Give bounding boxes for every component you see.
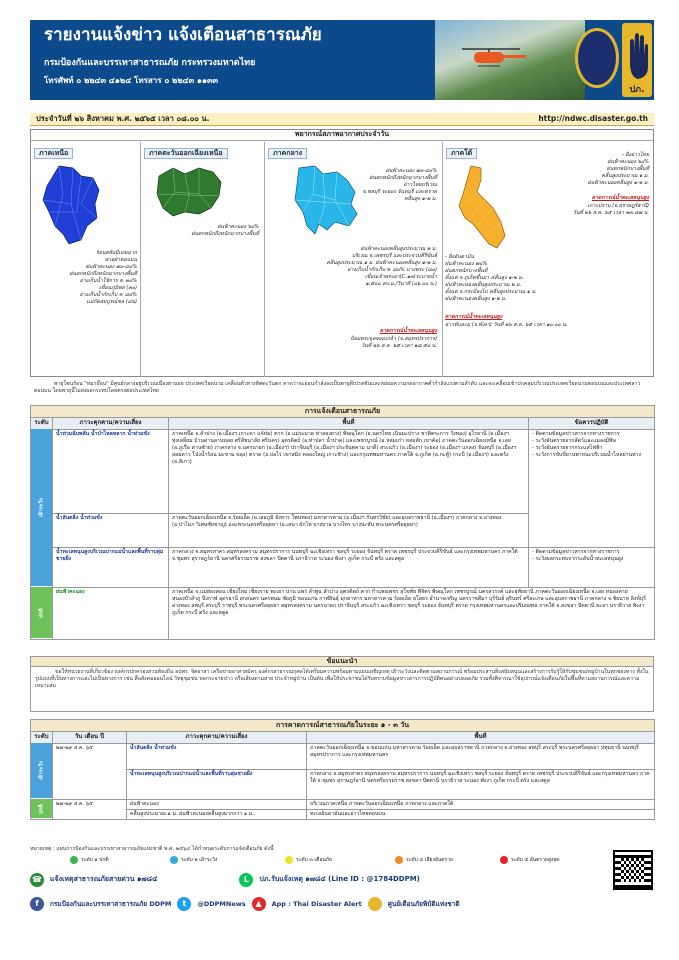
advice-box [30, 656, 654, 712]
region-label-south: ภาคใต้ [446, 148, 477, 159]
south-gulf-tide-warning-text: เกาะปราบ (จ.สุราษฎร์ธานี) วันที่ ๒๖ ส.ค. ๖๕ เวลา ๒๓.๔๗ น. [572, 203, 649, 217]
north-map [41, 164, 103, 246]
ndwc-logo-icon [368, 897, 382, 911]
storm-summary: พายุโซนร้อน "หมาอ๊อน" มีศูนย์กลางอยู่บริเวณเมืองฮานอย ประเทศเวียดนาม เคลื่อนตัวทางทิศตะวันตก คาดว่าจะอ่อนกำลังลงเป็นพายุดีเปรสชันและหย่อมความกดอากาศต่ำกำลังแรงตามลำดับ และจะเคลื่อนเข้าปกคลุมบริเวณประเทศเวียดนามตอนบนและประเทศลาวตอนบน โดยพายุนี้ไม่ส่งผลกระทบโดยตรงต่อประเทศไทย [34, 381, 641, 395]
dateline-bar [30, 113, 654, 126]
facebook-icon: f [30, 897, 44, 911]
area-cell: ภาคกลาง จ.สมุทรสาคร สมุทรสงคราม สมุทรปราการ นนทบุรี ฉะเชิงเทรา ชลบุรี ระยอง จันทบุรี ตราด เพชรบุรี ประจวบคีรีขันธ์ และกรุงเทพมหานคร ภาคใต้ จ.ชุมพร สุราษฎร์ธานี นครศรีธรรมราช สงขลา ปัตตานี นราธิวาส ระนอง พังงา ภูเก็ต กระบี่ ตรัง และสตูล [307, 769, 655, 799]
forecast3-caption: การคาดการณ์สาธารณภัยในระยะ ๑ - ๓ วัน [31, 720, 655, 732]
green-dot-icon [70, 856, 78, 864]
region-northeast [141, 142, 265, 377]
area-cell: ภาคเหนือ จ.ลำปาง (อ.เมืองฯ เกาะคา แจ้ห่ม) ตาก (อ.แม่ระมาด ท่าสองยาง) พิษณุโลก (อ.นครไทย เนินมะปราง ชาติตระการ วังทอง) อุไรธานี (อ.เมืองฯ ทุ่งเสลี่ยม บ้านด่านลานหอย ศรีสัชนาลัย ศรีนคร) อุตรดิตถ์ (อ.ท่าปลา น้ำปาด) และเพชรบูรณ์ (อ.หล่มเก่า หล่มสัก เขาค้อ) ภาคตะวันออกเฉียงเหนือ จ.เลย (อ.ภูเรือ ด่านซ้าย) ภาคกลาง จ.นครนายก (อ.เมืองฯ) ปราจีนบุรี (อ.เมืองฯ ประจันตคาม นาดี) สระแก้ว (อ.เมืองฯ) ระยอง (อ.เมืองฯ แกลง) จันทบุรี (อ.เมืองฯ สอยดาว โป่งน้ำร้อน มะขาม ขลุง) ตราด (อ.บ่อไร่ เขาสมิง คลองใหญ่ เกาะช้าง) และกรุงเทพมหานคร ภาคใต้ จ.ภูเก็ต (อ.กะทู้) กระบี่ (อ.เมืองฯ) และตรัง (อ.สิเกา) [169, 429, 529, 513]
south-map [451, 164, 507, 252]
report-title: รายงานแจ้งข่าว แจ้งเตือนสาธารณภัย [44, 25, 322, 45]
central-tide-warning-text: ป้อมพระจุลจอมเกล้า (จ.สมุทรปราการ) วันที่ ๒๖ ส.ค. ๖๕ เวลา ๑๘.๕๐ น. [350, 336, 437, 350]
report-date: ประจำวันที่ ๒๖ สิงหาคม พ.ศ. ๒๕๖๕ เวลา ๐๘.๐๐ น. [36, 114, 210, 123]
line-app-icon: L [239, 873, 253, 887]
col-area: พื้นที่ [307, 732, 655, 743]
advice-title: ข้อแนะนำ [31, 657, 653, 667]
action-cell: - ติดตามข้อมูลข่าวสารจากทางราชการ - ระวังอันตรายจากสัตว์และแมลงมีพิษ - ระวังอันตรายจากกระแสไฟฟ้า - ระวังการขับขี่ยานพาหนะบริเวณน้ำไหลผ่านทาง [529, 429, 655, 547]
level-normal-badge: ปกติ [31, 799, 53, 819]
twitter-text[interactable]: @DDPMNews [197, 899, 246, 908]
app-icon: ▲ [252, 897, 266, 911]
blue-dot-icon [170, 856, 178, 864]
col-date: วัน เดือน ปี [53, 732, 127, 743]
hazard-cell: ฝนฟ้าคะนอง [127, 799, 307, 809]
area-cell: บริเวณภาคเหนือ ภาคตะวันออกเฉียงเหนือ ภาคกลาง และภาคใต้ [307, 799, 655, 809]
hazard-cell: ฝนฟ้าคะนอง [53, 587, 169, 639]
col-level: ระดับ [31, 418, 53, 429]
date-cell: ๒๗-๒๙ ส.ค. ๖๕ [53, 743, 127, 799]
legend-level-1: ระดับ ๑ ปกติ [70, 856, 109, 864]
forecast-title: พยากรณ์สภาพอากาศประจำวัน [31, 130, 653, 141]
table-row [31, 547, 655, 587]
table-row [31, 429, 655, 513]
qr-code-icon[interactable] [613, 850, 653, 890]
region-label-northeast: ภาคตะวันออกเฉียงเหนือ [144, 148, 228, 159]
yellow-dot-icon [285, 856, 293, 864]
org-name: กรมป้องกันและบรรเทาสาธารณภัย กระทรวงมหาดไทย [44, 58, 256, 68]
area-cell: ภาคเหนือ จ.แม่ฮ่องสอน เชียงใหม่ เชียงราย พะเยา น่าน แพร่ ลำพูน ลำปาง อุตรดิตถ์ ตาก กำแพงเพชร สุโขทัย พิจิตร พิษณุโลก เพชรบูรณ์ นครสวรรค์ และอุทัยธานี ภาคตะวันออกเฉียงเหนือ จ.เลย หนองคาย หนองบัวลำภู บึงกาฬ อุดรธานี สกลนคร นครพนม ชัยภูมิ ขอนแก่น กาฬสินธุ์ มุกดาหาร มหาสารคาม ร้อยเอ็ด ยโสธร อำนาจเจริญ นครราชสีมา บุรีรัมย์ สุรินทร์ ศรีสะเกษ และอุบลราชธานี ภาคกลาง จ.ชัยนาท ลิงห์บุรี อ่างทอง ลพบุรี สระบุรี ราชบุรี พระนครศรีอยุธยา สมุทรสงคราม นครนายก ปราจีนบุรี สระแก้ว ฉะเชิงเทรา ชลบุรี ระยอง จันทบุรี ตราด กรุงเทพมหานครและปริมณฑล ภาคใต้ จ.สงขลา ปัตตานี ยะลา นราธิวาส พังงา ภูเก็ต กระบี่ ตรัง และสตูล [169, 587, 655, 639]
area-cell: ทะเลอันดามันและอ่าวไทยตอนบน [307, 809, 655, 819]
level-footnote: หมายเหตุ : แผนการป้องกันและบรรเทาสาธารณภัยแห่งชาติ พ.ศ. ๒๕๖๔ ได้กำหนดระดับการแจ้งเตือนภัย ดังนี้ [30, 846, 274, 852]
orange-dot-icon [395, 856, 403, 864]
region-south [443, 142, 654, 377]
action-cell: - ติดตามข้อมูลข่าวสารจากทางราชการ - ระวังผลกระทบจากระดับน้ำทะเลหนุนสูง [529, 547, 655, 587]
hazard-cell: คลื่นสูงประมาณ ๑ ม. ฝนฟ้าคะนองคลื่นสูงมากกว่า ๑ ม. [127, 809, 307, 819]
region-north [31, 142, 141, 377]
col-level: ระดับ [31, 732, 53, 743]
hazard-cell: น้ำทะเลหนุนสูงบริเวณปากแม่น้ำและพื้นที่ราบลุ่มชายฝั่ง [53, 547, 169, 587]
central-forecast-text-2: ฝนฟ้าคะนองคลื่นสูงประมาณ ๒ ม. บริเวณ จ.เพชรบุรี และประจวบคีรีขันธ์ คลื่นสูงประมาณ ๑ ม. ฝนฟ้าคะนองคลื่นสูง ๑-๒ ม. อ่างเก็บน้ำกักเก็บ ≥ ๘๐% บางพระ (๘๐) เขื่อนเจ้าพระยา(C.๑๓)ระบายน้ำ ๑,๕๐๐ ลบ.ม./วินาที (๐๖.๐๐ น.) [326, 246, 437, 288]
table-row [31, 799, 655, 809]
warning-caption: การแจ้งเตือนสาธารณภัย [31, 406, 655, 418]
area-cell: ภาคกลาง จ.สมุทรสาคร สมุทรสงคราม สมุทรปราการ นนทบุรี ฉะเชิงเทรา ชลบุรี ระยอง จันทบุรี ตราด เพชรบุรี ประจวบคีรีขันธ์ และกรุงเทพมหานคร ภาคใต้ จ.ชุมพร สุราษฎร์ธานี นครศรีธรรมราช สงขลา ปัตตานี นราธิวาส ระนอง พังงา ภูเก็ต กระบี่ ตรัง และสตูล [169, 547, 529, 587]
south-andaman-forecast-text: - ฝั่งอันดามัน ฝนฟ้าคะนอง ๗๐% ฝนตกหนักบางพื้นที่ ตั้งแต่ จ.ภูเก็ตขึ้นมา คลื่นสูง ๑-๒ ม. ฝนฟ้าคะนองคลื่นสูงประมาณ ๒ ม. ตั้งแต่ จ.กระบี่ลงไป คลื่นสูงประมาณ ๑ ม. ฝนฟ้าคะนองคลื่นสูง ๑-๒ ม. [445, 254, 537, 303]
date-cell: ๒๗-๒๙ ส.ค. ๖๕ [53, 799, 127, 819]
table-row [31, 587, 655, 639]
level-watch-badge: เฝ้าระวัง [31, 743, 53, 799]
report-header [30, 20, 654, 100]
central-forecast-text: ฝนฟ้าคะนอง ๗๐-๘๐% ฝนตกหนักถึงหนักมากบางพื้นที่ อ่าวไทยบริเวณ จ.ชลบุรี ระยอง จันทบุรี และตราด คลื่นสูง ๑-๒ ม. [362, 168, 437, 203]
twitter-icon: t [177, 897, 191, 911]
center-text: ศูนย์เตือนภัยพิบัติแห่งชาติ [387, 899, 460, 908]
facebook-text[interactable]: กรมป้องกันและบรรเทาสาธารณภัย DDPM [50, 899, 172, 908]
legend-level-3: ระดับ ๓ เตือนภัย [285, 856, 332, 864]
ddpm-emblem-icon [575, 28, 619, 88]
table-row [31, 743, 655, 769]
app-text[interactable]: App : Thai Disaster Alert [271, 899, 362, 908]
hotline-text[interactable]: แจ้งเหตุสาธารณภัยสายด่วน ๑๗๘๔ [50, 875, 158, 884]
level-watch-badge: เฝ้าระวัง [31, 429, 53, 587]
north-forecast-text: ร้อนสลับมีเมฆมาก พายุฝ่าตอนบน ฝนฟ้าคะนอง ๗๐-๘๐% ฝนตกหนักถึงหนักมากบางพื้นที่ อ่างเก็บน้ำใช้การ ≤ ๓๐% เขื่อนภูมิพล (๓๐) อ่างเก็บน้ำกักเก็บ ≥ ๘๐% แม่กัดสมบูรณ์ชล (๘๖) [69, 250, 137, 306]
red-dot-icon [500, 856, 508, 864]
south-andaman-tide-warning-label: คาดการณ์น้ำทะเลหนุนสูง [445, 314, 503, 320]
forecast-3day-table [30, 719, 655, 820]
south-andaman-tide-warning-text: อ่าวทับละมุ (จ.พังงา) วันที่ ๒๖ ส.ค. ๖๕ เวลา ๑๐.๐๐ น. [445, 322, 568, 328]
area-cell: ภาคตะวันออกเฉียงเหนือ จ.ขอนแก่น มหาสารคาม ร้อยเอ็ด และอุบลราชธานี ภาคกลาง จ.อ่างทอง ลพบุรี สระบุรี พระนครศรีอยุธยา ปทุมธานี นนทบุรี สมุทรปราการ และกรุงเทพมหานคร [307, 743, 655, 769]
col-hazard: ภาวะคุกคาม/ความเสี่ยง [127, 732, 307, 743]
south-gulf-forecast-text: - ฝั่งอ่าวไทย ฝนฟ้าคะนอง ๖๐% ฝนตกหนักบางพื้นที่ คลื่นสูงประมาณ ๑ ม. ฝนฟ้าคะนองคลื่นสูง ๑-๒ ม. [587, 152, 649, 187]
col-action: ข้อควรปฏิบัติ [529, 418, 655, 429]
region-label-central: ภาคกลาง [268, 148, 307, 159]
northeast-map [155, 166, 225, 218]
line-id-text[interactable]: ปภ.รับแจ้งเหตุ ๑๗๘๔ (Line ID : @1784DDPM) [259, 875, 420, 884]
warning-table [30, 405, 655, 640]
northeast-forecast-text: ฝนฟ้าคะนอง ๖๐% ฝนตกหนักถึงหนักมากบางพื้นที่ [191, 224, 259, 238]
phone-icon: ☎ [30, 873, 44, 887]
contact-line: โทรศัพท์ ๐ ๒๒๔๓ ๔๑๒๔ โทรสาร ๐ ๒๒๔๓ ๑๑๓๓ [44, 76, 218, 85]
advice-text: ขอให้หน่วยงานที่เกี่ยวข้อง องค์กรปกครองส่วนท้องถิ่น อปพร. จิตอาสา เครือข่ายอาสาสมัคร องค์กรสาธารณกุศลได้เตรียมความพร้อมตามแผนเผชิญเหตุ เฝ้าระวังและติดตามสถานการณ์ พร้อมประสานสิ่งสนับสนุนและสร้างการรับรู้ให้กับชุมชน/หมู่บ้านในทุกช่องทาง ทั้งในรูปแบบที่เป็นทางการและไม่เป็นทางการ เช่น สื่อสังคมออนไลน์ วิทยุชุมชน หอกระจายข่าว หรือเสียงตามสาย ประจำหมู่บ้าน เป็นต้น เพื่อให้ประชาชนได้รับทราบข้อมูลข่าวสารการปฏิบัติตนอย่างปลอดภัย รวมทั้งพิจารณาใช้อุปกรณ์แจ้งเตือนภัยในพื้นที่ตามสถานการณ์และความเหมาะสม [35, 669, 649, 690]
logo-text: ปภ. [629, 85, 645, 95]
col-hazard: ภาวะคุกคาม/ความเสี่ยง [53, 418, 169, 429]
hotline-bar [30, 870, 654, 890]
weather-forecast-panel [30, 129, 654, 377]
region-central [265, 142, 443, 377]
legend-level-2: ระดับ ๒ เฝ้าระวัง [170, 856, 217, 864]
region-label-north: ภาคเหนือ [34, 148, 73, 159]
hazard-cell: น้ำท่วมฉับพลัน น้ำป่าไหลหลาก น้ำท่วมขัง [53, 429, 169, 513]
hazard-cell: น้ำล้นตลิ่ง น้ำท่วมขัง [53, 513, 169, 547]
col-area: พื้นที่ [169, 418, 529, 429]
area-cell: ภาคตะวันออกเฉียงเหนือ จ.ร้อยเอ็ด (อ.เสลภูมิ จังหาร โพนทอง) มหาสารคาม (อ.เมืองฯ กันทรวิชัย) และอุบลราชธานี (อ.เมืองฯ) ภาคกลาง จ.อ่างทอง (อ.ป่าโมก วิเศษชัยชาญ) และพระนครศรีอยุธยา (อ.เสนา ผักไห่ บางบาล บางไทร บางปะหัน พระนครศรีอยุธยา) [169, 513, 529, 547]
legend-level-5: ระดับ ๕ อันตรายสูงสุด [500, 856, 560, 864]
helicopter-icon [460, 40, 530, 70]
website-link[interactable]: http://ndwc.disaster.go.th [538, 114, 648, 123]
social-bar [30, 894, 654, 914]
hazard-cell: น้ำล้นตลิ่ง น้ำท่วมขัง [127, 743, 307, 769]
ddpm-hand-logo [622, 23, 652, 97]
legend-level-4: ระดับ ๔ เสี่ยงอันตราย [395, 856, 453, 864]
hazard-cell: น้ำทะเลหนุนสูงบริเวณปากแม่น้ำและพื้นที่ราบลุ่มชายฝั่ง [127, 769, 307, 799]
level-normal-badge: ปกติ [31, 587, 53, 639]
central-tide-warning-label: คาดการณ์น้ำทะเลหนุนสูง [379, 328, 437, 334]
south-gulf-tide-warning-label: คาดการณ์น้ำทะเลหนุนสูง [591, 195, 649, 201]
